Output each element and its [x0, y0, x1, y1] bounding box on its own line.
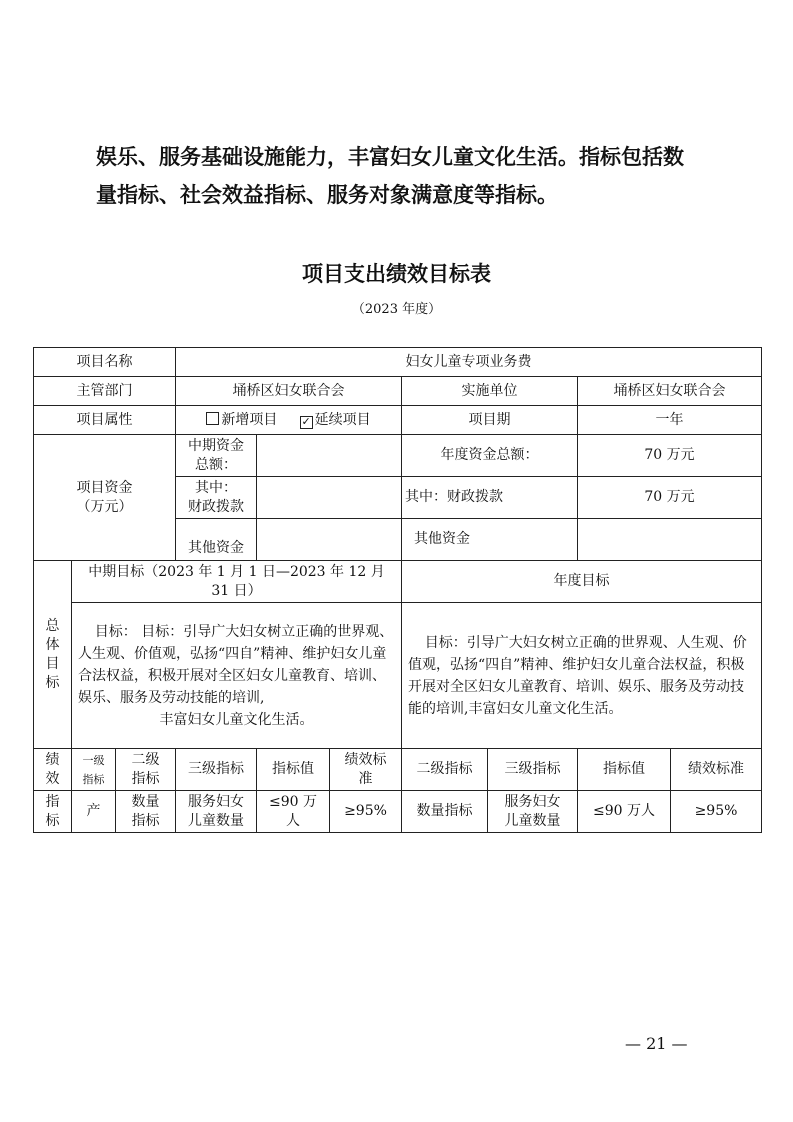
- intro-paragraph: [96, 138, 716, 214]
- row-goal-texts: [34, 603, 762, 749]
- header-level2-line-2: 指标: [131, 770, 160, 787]
- header-level2: [116, 749, 176, 791]
- mid-total-line-2: 总额：: [195, 456, 237, 473]
- header-standard: [330, 749, 402, 791]
- annual-fiscal-value: 70 万元: [578, 477, 762, 519]
- mid-total-line-1: 中期资金: [188, 437, 244, 454]
- attr-label: 项目属性: [34, 406, 176, 435]
- row-funds-total: [34, 435, 762, 477]
- attr-continue-label: 延续项目: [314, 411, 371, 428]
- dept-label: 主管部门: [34, 377, 176, 406]
- header-value: 指标值: [257, 749, 330, 791]
- header-standard-line-1: 绩效标: [344, 751, 387, 768]
- funds-label: [34, 435, 176, 561]
- checkbox-checked-icon: ✓: [301, 414, 311, 428]
- header2-standard: 绩效标准: [671, 749, 762, 791]
- mid-goal-header-line-1: 中期目标（2023 年 1 月 1 日—2023 年 12 月: [88, 563, 385, 580]
- cell-level2-line-2: 指标: [131, 812, 160, 829]
- intro-line-1: 娱乐、服务基础设施能力，丰富妇女儿童文化生活。指标包括数: [96, 145, 684, 169]
- project-name-value: 妇女儿童专项业务费: [176, 348, 762, 377]
- header-level1: [72, 749, 116, 791]
- impl-value: 埇桥区妇女联合会: [578, 377, 762, 406]
- cell-level3: [176, 791, 257, 833]
- dept-value: 埇桥区妇女联合会: [176, 377, 402, 406]
- mid-fiscal-line-2: 财政拨款: [188, 498, 244, 515]
- row-project-name: [34, 348, 762, 377]
- mid-goal-header: [72, 561, 402, 603]
- cell2-value: ≤90 万人: [578, 791, 671, 833]
- header2-value: 指标值: [578, 749, 671, 791]
- period-value: 一年: [578, 406, 762, 435]
- row-attributes: [34, 406, 762, 435]
- overall-char: 总: [45, 617, 60, 634]
- header-level1-line-2: 指标: [82, 772, 105, 786]
- annual-total-label: 年度资金总额：: [402, 435, 578, 477]
- cell2-standard: ≥95%: [671, 791, 762, 833]
- period-label: 项目期: [402, 406, 578, 435]
- overall-goal-label: [34, 561, 72, 749]
- cell2-level2: 数量指标: [402, 791, 488, 833]
- cell-standard: ≥95%: [330, 791, 402, 833]
- cell-level3-line-2: 儿童数量: [188, 812, 244, 829]
- performance-target-table: [33, 347, 762, 833]
- intro-line-2: 量指标、社会效益指标、服务对象满意度等指标。: [96, 183, 558, 207]
- cell2-level3: [488, 791, 578, 833]
- mid-goal-tail: 丰富妇女儿童文化生活。: [159, 711, 314, 728]
- row-department: [34, 377, 762, 406]
- mid-other-label: 其他资金: [176, 519, 257, 561]
- overall-char: 目: [45, 655, 60, 672]
- cell2-level3-line-1: 服务妇女: [504, 793, 561, 810]
- annual-goal-text: [402, 603, 762, 749]
- funds-label-line-1: 项目资金: [76, 479, 133, 496]
- attr-new-label: 新增项目: [221, 411, 278, 428]
- mid-goal-text: [72, 603, 402, 749]
- funds-label-line-2: （万元）: [76, 498, 133, 515]
- mid-fiscal-line-1: 其中：: [195, 479, 237, 496]
- header-standard-line-2: 准: [358, 770, 373, 787]
- attr-options: [176, 406, 402, 435]
- cell-level2-line-1: 数量: [131, 793, 160, 810]
- perf-label-bottom: [34, 791, 72, 833]
- checkbox-empty-icon: [206, 412, 219, 425]
- perf-char: 绩: [45, 751, 60, 768]
- perf-char: 效: [45, 770, 60, 787]
- row-indicator-quantity: [34, 791, 762, 833]
- annual-total-value: 70 万元: [578, 435, 762, 477]
- mid-total-label: [176, 435, 257, 477]
- table-subtitle: （2023 年度）: [351, 302, 442, 317]
- perf-label-top: [34, 749, 72, 791]
- header-level2-line-1: 二级: [131, 751, 160, 768]
- overall-char: 标: [45, 674, 60, 691]
- header-level3: 三级指标: [176, 749, 257, 791]
- mid-other-value: [257, 519, 402, 561]
- overall-char: 体: [45, 636, 60, 653]
- cell-level1: 产: [72, 791, 116, 833]
- mid-total-value: [257, 435, 402, 477]
- cell-level3-line-1: 服务妇女: [188, 793, 244, 810]
- cell2-level3-line-2: 儿童数量: [504, 812, 561, 829]
- cell-value-line-1: ≤90 万: [269, 793, 317, 810]
- row-goal-headers: [34, 561, 762, 603]
- annual-goal-header: 年度目标: [402, 561, 762, 603]
- mid-goal-body: 目标： 目标：引导广大妇女树立正确的世界观、人生观、价值观，弘扬“四自”精神、维护妇女儿童合法权益，积极开展对全区妇女儿童教育、培训、娱乐、服务及劳动技能的培训,: [78, 623, 394, 706]
- cell-value: [257, 791, 330, 833]
- header-level1-line-1: 一级: [82, 753, 105, 767]
- table-title: 项目支出绩效目标表: [302, 262, 491, 286]
- perf-char: 标: [45, 812, 60, 829]
- mid-fiscal-value: [257, 477, 402, 519]
- annual-other-value: [578, 519, 762, 561]
- header2-level2: 二级指标: [402, 749, 488, 791]
- row-indicator-headers: [34, 749, 762, 791]
- page-number: — 21 —: [625, 1034, 688, 1053]
- impl-label: 实施单位: [402, 377, 578, 406]
- annual-fiscal-label: 其中：财政拨款: [402, 477, 578, 519]
- project-name-label: 项目名称: [34, 348, 176, 377]
- cell-value-line-2: 人: [286, 812, 300, 829]
- annual-goal-body: 目标：引导广大妇女树立正确的世界观、人生观、价值观，弘扬“四自”精神、维护妇女儿童合法权益，积极开展对全区妇女儿童教育、培训、娱乐、服务及劳动技能的培训,丰富妇女儿童文化生活。: [408, 634, 747, 717]
- mid-goal-header-line-2: 31 日）: [211, 582, 262, 599]
- cell-level2: [116, 791, 176, 833]
- annual-other-label: 其他资金: [402, 519, 578, 561]
- perf-char: 指: [45, 793, 60, 810]
- mid-fiscal-label: [176, 477, 257, 519]
- header2-level3: 三级指标: [488, 749, 578, 791]
